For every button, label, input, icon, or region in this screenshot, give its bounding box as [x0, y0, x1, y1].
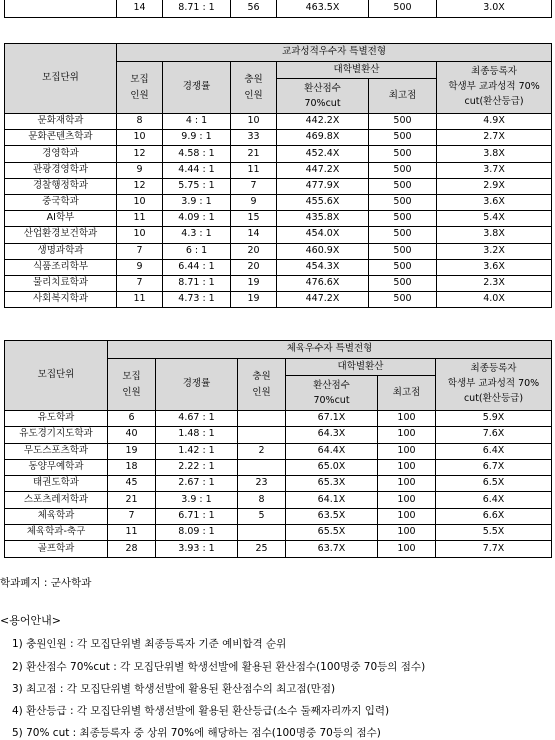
table-cell: 5.5X — [436, 525, 552, 541]
table-cell: 15 — [231, 211, 277, 227]
header-univ: 대학별환산 — [277, 62, 437, 79]
table-cell: 33 — [231, 130, 277, 146]
table-cell: 500 — [369, 130, 437, 146]
table-cell: 3.9 : 1 — [156, 492, 238, 508]
table-cell: 500 — [369, 211, 437, 227]
table-cell: 65.0X — [286, 459, 378, 475]
table-cell: 4.0X — [437, 292, 552, 308]
table-cell: 4.73 : 1 — [163, 292, 231, 308]
table-row — [5, 114, 552, 130]
unit-name-cell: 유도학과 — [5, 411, 108, 427]
table-cell: 435.8X — [277, 211, 369, 227]
table-row — [5, 508, 552, 524]
table-cell: 476.6X — [277, 275, 369, 291]
table-cell: 19 — [231, 292, 277, 308]
table-cell: 19 — [231, 275, 277, 291]
header-added: 충원 인원 — [238, 359, 286, 411]
header-max: 최고점 — [378, 376, 436, 411]
table-cell — [238, 411, 286, 427]
header-unit: 모집단위 — [5, 341, 108, 411]
unit-name-cell: 유도경기지도학과 — [5, 427, 108, 443]
table-cell: 3.7X — [437, 162, 552, 178]
guide-item: 2) 환산점수 70%cut : 각 모집단위별 학생선발에 활용된 환산점수(100명중 70등의 점수) — [12, 661, 426, 673]
table-cell: 3.2X — [437, 243, 552, 259]
table-cell: 447.2X — [277, 162, 369, 178]
table-cell: 100 — [378, 476, 436, 492]
table-row — [5, 146, 552, 162]
table-cell: 500 — [369, 227, 437, 243]
table-cell: 11 — [231, 162, 277, 178]
table-cell: 64.1X — [286, 492, 378, 508]
table-cell: 6 : 1 — [163, 243, 231, 259]
unit-name-cell: 식품조리학부 — [5, 259, 117, 275]
table-row — [5, 259, 552, 275]
header-max: 최고점 — [369, 79, 437, 114]
table-row — [5, 459, 552, 475]
table-row — [5, 243, 552, 259]
unit-name-cell: AI학부 — [5, 211, 117, 227]
header-unit: 모집단위 — [5, 44, 117, 114]
header-final: 최종등록자 학생부 교과성적 70% cut(환산등급) — [437, 62, 552, 114]
table-row — [5, 292, 552, 308]
table-cell: 454.3X — [277, 259, 369, 275]
table-cell: 1.42 : 1 — [156, 443, 238, 459]
table-cell: 4.09 : 1 — [163, 211, 231, 227]
guide-item: 1) 충원인원 : 각 모집단위별 최종등록자 기준 예비합격 순위 — [12, 638, 287, 650]
table-cell: 6.44 : 1 — [163, 259, 231, 275]
table-cell: 3.9 : 1 — [163, 194, 231, 210]
table-cell: 2.7X — [437, 130, 552, 146]
table-row — [5, 492, 552, 508]
table-cell: 64.4X — [286, 443, 378, 459]
table-title: 교과성적우수자 특별전형 — [117, 44, 552, 62]
table-cell: 442.2X — [277, 114, 369, 130]
table-cell: 2.67 : 1 — [156, 476, 238, 492]
table-cell: 100 — [378, 541, 436, 557]
unit-name-cell: 사회복지학과 — [5, 292, 117, 308]
table-cell: 6.7X — [436, 459, 552, 475]
unit-name-cell: 문화재학과 — [5, 114, 117, 130]
table-cell: 100 — [378, 525, 436, 541]
guide-item: 5) 70% cut : 최종등록자 중 상위 70%에 해당하는 점수(100명중 70등의 점수) — [12, 727, 381, 739]
table-cell: 7 — [117, 275, 163, 291]
table-cell: 100 — [378, 459, 436, 475]
table-cell: 3.93 : 1 — [156, 541, 238, 557]
table-cell: 14 — [231, 227, 277, 243]
table-cell: 100 — [378, 508, 436, 524]
table-cell: 8.71 : 1 — [163, 275, 231, 291]
unit-name-cell: 스포츠레저학과 — [5, 492, 108, 508]
unit-name-cell: 관광경영학과 — [5, 162, 117, 178]
unit-name-cell: 동양무예학과 — [5, 459, 108, 475]
table-cell: 19 — [108, 443, 156, 459]
table-row — [5, 211, 552, 227]
table-cell: 452.4X — [277, 146, 369, 162]
table-cell: 6.71 : 1 — [156, 508, 238, 524]
table-cell: 100 — [378, 492, 436, 508]
header-recruit: 모집 인원 — [108, 359, 156, 411]
table-cell: 4.58 : 1 — [163, 146, 231, 162]
academic-merit-table — [4, 43, 552, 308]
table-cell: 463.5X — [277, 0, 369, 18]
table-cell: 7 — [231, 178, 277, 194]
table-cell: 9 — [117, 259, 163, 275]
athletic-table — [4, 340, 552, 558]
unit-name-cell: 경영학과 — [5, 146, 117, 162]
unit-name-cell: 태권도학과 — [5, 476, 108, 492]
table-row — [5, 178, 552, 194]
table-cell: 11 — [117, 292, 163, 308]
table-cell: 5.75 : 1 — [163, 178, 231, 194]
table-row — [5, 275, 552, 291]
table-cell — [5, 0, 117, 18]
table-cell: 500 — [369, 292, 437, 308]
table-cell: 4.3 : 1 — [163, 227, 231, 243]
guide-item: 4) 환산등급 : 각 모집단위별 학생선발에 활용된 환산등급(소수 둘째자리까지 입력) — [12, 705, 390, 717]
guide-item: 3) 최고점 : 각 모집단위별 학생선발에 활용된 환산점수의 최고점(만점) — [12, 683, 336, 695]
table-cell: 7.7X — [436, 541, 552, 557]
table-cell: 40 — [108, 427, 156, 443]
unit-name-cell: 체육학과 — [5, 508, 108, 524]
table-cell: 8 — [238, 492, 286, 508]
table-cell: 65.5X — [286, 525, 378, 541]
table-cell: 1.48 : 1 — [156, 427, 238, 443]
table-cell: 25 — [238, 541, 286, 557]
table-cell: 20 — [231, 243, 277, 259]
header-final: 최종등록자 학생부 교과성적 70% cut(환산등급) — [436, 359, 552, 411]
table-cell: 100 — [378, 411, 436, 427]
unit-name-cell: 생명과학과 — [5, 243, 117, 259]
table-title: 체육우수자 특별전형 — [108, 341, 552, 359]
table-row — [5, 427, 552, 443]
table-cell: 3.0X — [437, 0, 552, 18]
table-cell: 500 — [369, 194, 437, 210]
table-row — [5, 541, 552, 557]
table-cell: 500 — [369, 162, 437, 178]
table-cell: 5.9X — [436, 411, 552, 427]
table-cell: 2.9X — [437, 178, 552, 194]
table-cell: 10 — [117, 130, 163, 146]
header-score: 환산점수 70%cut — [277, 79, 369, 114]
table-cell: 2.3X — [437, 275, 552, 291]
table-cell: 100 — [378, 443, 436, 459]
table-cell: 67.1X — [286, 411, 378, 427]
table-cell: 63.7X — [286, 541, 378, 557]
unit-name-cell: 물리치료학과 — [5, 275, 117, 291]
table-cell: 500 — [369, 259, 437, 275]
table-cell: 20 — [231, 259, 277, 275]
table-cell: 12 — [117, 146, 163, 162]
table-cell: 5 — [238, 508, 286, 524]
header-recruit: 모집 인원 — [117, 62, 163, 114]
table-cell: 9 — [231, 194, 277, 210]
table-cell: 63.5X — [286, 508, 378, 524]
table-cell: 2.22 : 1 — [156, 459, 238, 475]
table-cell: 4.9X — [437, 114, 552, 130]
table-cell: 500 — [369, 146, 437, 162]
table-cell: 45 — [108, 476, 156, 492]
table-cell: 28 — [108, 541, 156, 557]
table-cell: 6.4X — [436, 443, 552, 459]
table-cell: 8 — [117, 114, 163, 130]
table-cell: 18 — [108, 459, 156, 475]
unit-name-cell: 중국학과 — [5, 194, 117, 210]
table-cell: 6.5X — [436, 476, 552, 492]
table-row — [5, 162, 552, 178]
table-cell: 2 — [238, 443, 286, 459]
table-row — [5, 227, 552, 243]
table-cell: 3.6X — [437, 259, 552, 275]
table-cell: 9.9 : 1 — [163, 130, 231, 146]
table-cell: 56 — [231, 0, 277, 18]
unit-name-cell: 무도스포츠학과 — [5, 443, 108, 459]
table-cell: 447.2X — [277, 292, 369, 308]
table-cell: 64.3X — [286, 427, 378, 443]
table-row — [5, 443, 552, 459]
table-cell: 65.3X — [286, 476, 378, 492]
table-cell: 12 — [117, 178, 163, 194]
table-cell: 7 — [108, 508, 156, 524]
table-cell: 4.67 : 1 — [156, 411, 238, 427]
header-competition: 경쟁률 — [156, 359, 238, 411]
table-cell — [238, 525, 286, 541]
table-cell: 4 : 1 — [163, 114, 231, 130]
table-cell: 500 — [369, 275, 437, 291]
table-cell: 9 — [117, 162, 163, 178]
table-cell: 4.44 : 1 — [163, 162, 231, 178]
table-cell: 3.8X — [437, 146, 552, 162]
table-cell: 500 — [369, 0, 437, 18]
table-cell: 477.9X — [277, 178, 369, 194]
table-cell: 21 — [231, 146, 277, 162]
header-added: 충원 인원 — [231, 62, 277, 114]
unit-name-cell: 체육학과-축구 — [5, 525, 108, 541]
table-cell: 21 — [108, 492, 156, 508]
table-cell: 10 — [117, 227, 163, 243]
table-row — [5, 194, 552, 210]
table-cell: 460.9X — [277, 243, 369, 259]
previous-table-tail — [4, 0, 552, 18]
table-cell: 10 — [117, 194, 163, 210]
table-cell — [238, 427, 286, 443]
table-cell: 500 — [369, 114, 437, 130]
unit-name-cell: 산업환경보건학과 — [5, 227, 117, 243]
table-row — [5, 476, 552, 492]
table-cell: 8.09 : 1 — [156, 525, 238, 541]
table-cell: 23 — [238, 476, 286, 492]
table-cell: 7 — [117, 243, 163, 259]
table-cell: 10 — [231, 114, 277, 130]
guide-title: <용어안내> — [0, 614, 61, 627]
table-cell: 3.8X — [437, 227, 552, 243]
table-cell: 469.8X — [277, 130, 369, 146]
table-cell: 3.6X — [437, 194, 552, 210]
table-row — [5, 411, 552, 427]
table-cell: 500 — [369, 243, 437, 259]
header-competition: 경쟁률 — [163, 62, 231, 114]
table-cell — [238, 459, 286, 475]
table-cell: 6.6X — [436, 508, 552, 524]
table-cell: 8.71 : 1 — [163, 0, 231, 18]
table-cell: 455.6X — [277, 194, 369, 210]
table-cell: 6 — [108, 411, 156, 427]
table-row — [5, 130, 552, 146]
header-score: 환산점수 70%cut — [286, 376, 378, 411]
unit-name-cell: 골프학과 — [5, 541, 108, 557]
unit-name-cell: 경찰행정학과 — [5, 178, 117, 194]
table-cell: 14 — [117, 0, 163, 18]
table-cell: 100 — [378, 427, 436, 443]
unit-name-cell: 문화콘텐츠학과 — [5, 130, 117, 146]
table-cell: 500 — [369, 178, 437, 194]
table-cell: 7.6X — [436, 427, 552, 443]
table-cell: 11 — [117, 211, 163, 227]
table-row — [5, 0, 552, 18]
table-cell: 5.4X — [437, 211, 552, 227]
header-univ: 대학별환산 — [286, 359, 436, 376]
table-cell: 11 — [108, 525, 156, 541]
table-row — [5, 525, 552, 541]
closed-department-note: 학과폐지 : 군사학과 — [0, 577, 92, 589]
table-cell: 454.0X — [277, 227, 369, 243]
table-cell: 6.4X — [436, 492, 552, 508]
